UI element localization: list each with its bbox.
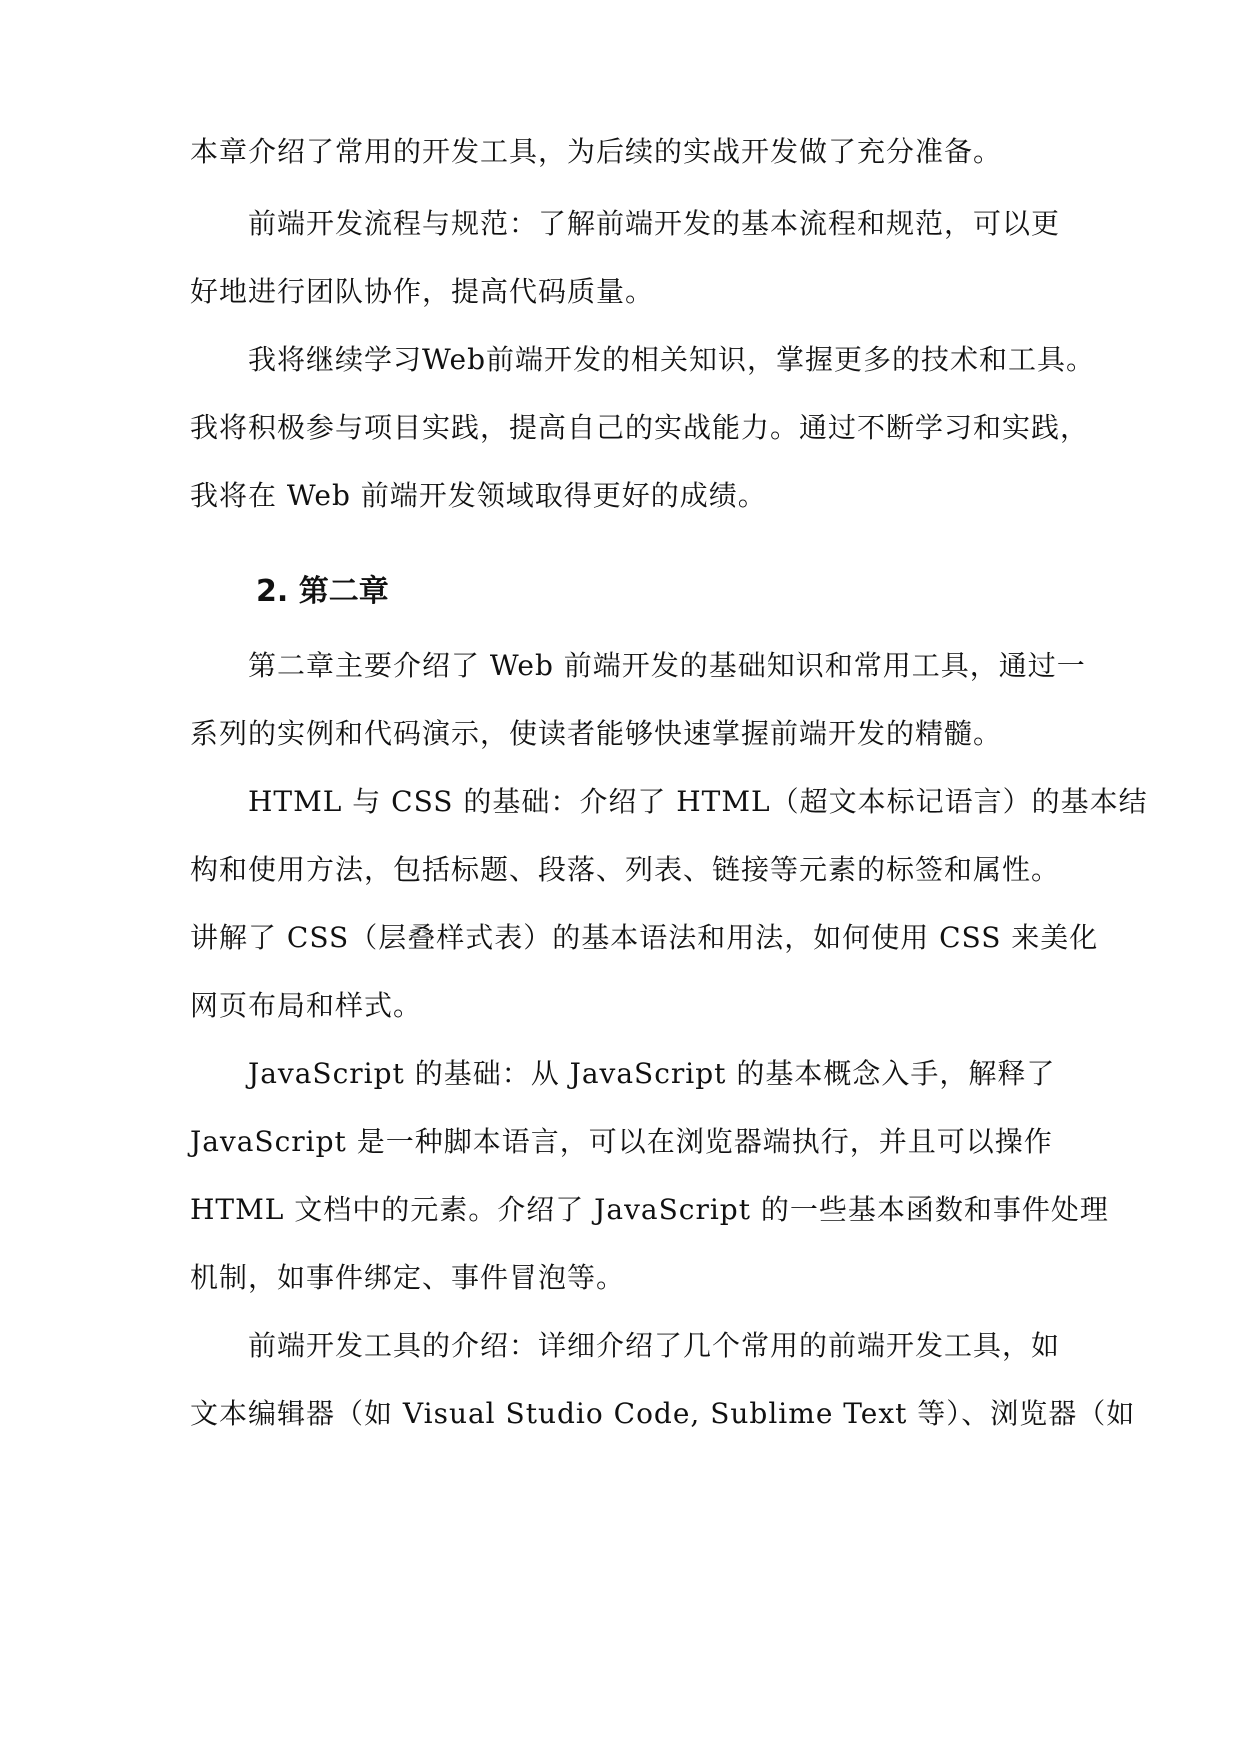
paragraph-line: JavaScript 的基础：从 JavaScript 的基本概念入手，解释了 [248, 1057, 1056, 1090]
paragraph-line: 我将在 Web 前端开发领域取得更好的成绩。 [190, 479, 767, 512]
paragraph-line: HTML 文档中的元素。介绍了 JavaScript 的一些基本函数和事件处理 [190, 1193, 1109, 1226]
paragraph-line: 前端开发工具的介绍：详细介绍了几个常用的前端开发工具，如 [248, 1329, 1061, 1362]
paragraph-line: 构和使用方法，包括标题、段落、列表、链接等元素的标签和属性。 [190, 853, 1061, 886]
paragraph-line: 文本编辑器（如 Visual Studio Code, Sublime Text 等）、浏览器（如 [190, 1397, 1136, 1430]
paragraph-line: 好地进行团队协作，提高代码质量。 [190, 275, 655, 308]
paragraph-line: 机制，如事件绑定、事件冒泡等。 [190, 1261, 626, 1294]
paragraph-line: HTML 与 CSS 的基础：介绍了 HTML（超文本标记语言）的基本结 [248, 785, 1148, 818]
paragraph-line: 系列的实例和代码演示，使读者能够快速掌握前端开发的精髓。 [190, 717, 1003, 750]
paragraph-line: 第二章主要介绍了 Web 前端开发的基础知识和常用工具，通过一 [248, 649, 1086, 682]
paragraph-line: 前端开发流程与规范：了解前端开发的基本流程和规范，可以更 [248, 207, 1061, 240]
paragraph-line: 我将积极参与项目实践，提高自己的实战能力。通过不断学习和实践， [190, 411, 1090, 444]
paragraph-line: 讲解了 CSS（层叠样式表）的基本语法和用法，如何使用 CSS 来美化 [190, 921, 1099, 954]
paragraph-line: 本章介绍了常用的开发工具，为后续的实战开发做了充分准备。 [190, 135, 1003, 168]
paragraph-line: 网页布局和样式。 [190, 989, 423, 1022]
section-heading: 2. 第二章 [256, 574, 389, 609]
paragraph-line: 我将继续学习Web前端开发的相关知识，掌握更多的技术和工具。 [248, 343, 1095, 376]
paragraph-line: JavaScript 是一种脚本语言，可以在浏览器端执行，并且可以操作 [190, 1125, 1053, 1158]
